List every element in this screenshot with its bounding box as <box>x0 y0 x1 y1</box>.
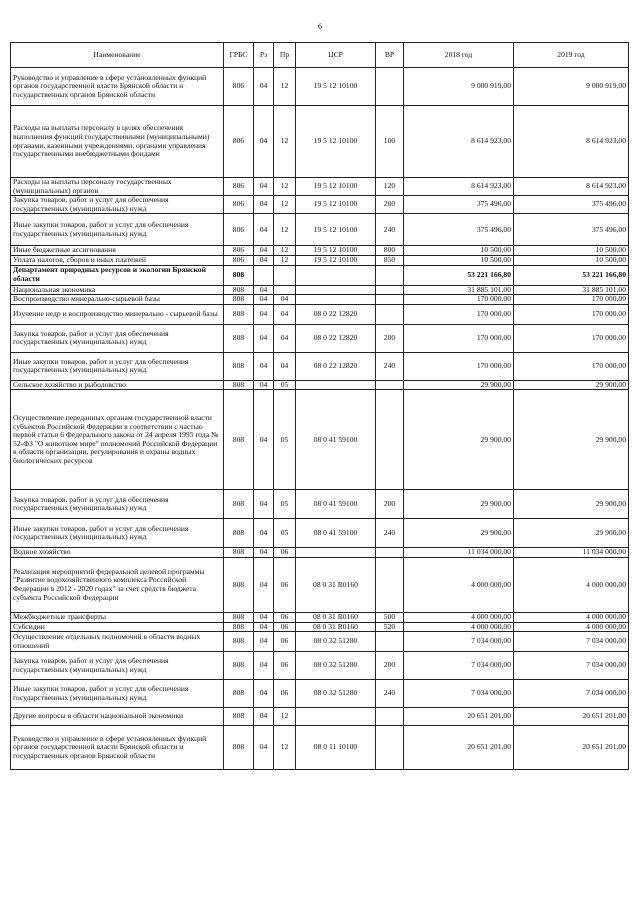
cell-vr: 200 <box>376 196 404 214</box>
table-row <box>11 632 629 652</box>
cell-2018: 29 900,00 <box>404 519 514 548</box>
cell-grbs: 808 <box>224 265 254 285</box>
cell-rz: 04 <box>254 255 274 265</box>
header-pr: Пр <box>274 43 296 68</box>
cell-name: Иные закупки товаров, работ и услуг для обеспечения государственных (муниципальных) нужд <box>11 680 224 708</box>
table-body <box>11 68 629 770</box>
cell-2019: 9 000 919,00 <box>514 68 629 106</box>
cell-csr <box>296 295 376 305</box>
cell-2019: 29 900,00 <box>514 519 629 548</box>
table-row <box>11 265 629 285</box>
cell-2018: 375 496,00 <box>404 214 514 246</box>
cell-2019: 7 034 000,00 <box>514 632 629 652</box>
cell-2018: 7 034 000,00 <box>404 632 514 652</box>
header-2018: 2018 год <box>404 43 514 68</box>
cell-name: Другие вопросы в области национальной экономики <box>11 708 224 726</box>
cell-pr: 06 <box>274 652 296 680</box>
cell-grbs: 806 <box>224 68 254 106</box>
cell-name: Изучение недр и воспроизводство минерально - сырьевой базы <box>11 304 224 324</box>
cell-grbs: 806 <box>224 196 254 214</box>
cell-pr: 04 <box>274 304 296 324</box>
table-row <box>11 652 629 680</box>
cell-grbs: 808 <box>224 680 254 708</box>
cell-name: Уплата налогов, сборов и иных платежей <box>11 255 224 265</box>
cell-name: Департамент природных ресурсов и экологии Брянской области <box>11 265 224 285</box>
cell-pr: 12 <box>274 246 296 256</box>
cell-name: Осуществление отдельных полномочий в области водных отношений <box>11 632 224 652</box>
cell-vr: 200 <box>376 324 404 352</box>
cell-grbs: 808 <box>224 304 254 324</box>
cell-2019: 8 614 923,00 <box>514 106 629 178</box>
cell-name: Реализация мероприятий федеральной целевой программы "Развитие водохозяйственного комплекса Российской Федерации в 2012 - 2020 годах" за счет средств бюджета субъекта Российской Федерации <box>11 557 224 612</box>
cell-rz: 04 <box>254 632 274 652</box>
table-row <box>11 214 629 246</box>
cell-vr: 100 <box>376 106 404 178</box>
table-row <box>11 490 629 519</box>
table-row <box>11 246 629 256</box>
cell-rz: 04 <box>254 490 274 519</box>
cell-csr: 19 5 12 10100 <box>296 178 376 196</box>
header-row <box>11 43 629 68</box>
cell-grbs: 808 <box>224 548 254 558</box>
cell-2019: 170 000,00 <box>514 324 629 352</box>
table-row <box>11 622 629 632</box>
cell-grbs: 808 <box>224 352 254 380</box>
cell-grbs: 808 <box>224 285 254 295</box>
cell-csr: 08 0 41 59100 <box>296 519 376 548</box>
cell-pr: 04 <box>274 324 296 352</box>
cell-vr: 240 <box>376 519 404 548</box>
cell-2018: 20 651 201,00 <box>404 708 514 726</box>
cell-rz: 04 <box>254 324 274 352</box>
cell-2019: 8 614 923,00 <box>514 178 629 196</box>
cell-csr: 08 0 22 12820 <box>296 352 376 380</box>
cell-name: Закупка товаров, работ и услуг для обеспечения государственных (муниципальных) нужд <box>11 652 224 680</box>
cell-2019: 375 496,00 <box>514 196 629 214</box>
table-row <box>11 390 629 490</box>
cell-2019: 4 000 000,00 <box>514 612 629 622</box>
cell-pr: 12 <box>274 196 296 214</box>
cell-csr <box>296 285 376 295</box>
cell-pr: 06 <box>274 557 296 612</box>
cell-name: Водное хозяйство <box>11 548 224 558</box>
cell-pr <box>274 265 296 285</box>
cell-csr <box>296 548 376 558</box>
cell-pr <box>274 285 296 295</box>
cell-csr: 08 0 32 51280 <box>296 652 376 680</box>
cell-name: Воспроизводство минерально-сырьевой базы <box>11 295 224 305</box>
cell-csr <box>296 708 376 726</box>
cell-vr <box>376 265 404 285</box>
cell-rz: 04 <box>254 106 274 178</box>
cell-rz: 04 <box>254 295 274 305</box>
cell-csr: 19 5 12 10100 <box>296 214 376 246</box>
cell-pr: 05 <box>274 490 296 519</box>
cell-grbs: 808 <box>224 726 254 770</box>
table-row <box>11 380 629 390</box>
table-row <box>11 106 629 178</box>
cell-grbs: 806 <box>224 255 254 265</box>
cell-csr: 08 0 11 10100 <box>296 726 376 770</box>
table-row <box>11 196 629 214</box>
cell-2019: 4 000 000,00 <box>514 557 629 612</box>
cell-rz: 04 <box>254 285 274 295</box>
cell-pr: 04 <box>274 352 296 380</box>
cell-csr: 08 0 32 51280 <box>296 680 376 708</box>
cell-2019: 31 885 101,00 <box>514 285 629 295</box>
cell-grbs: 808 <box>224 622 254 632</box>
cell-name: Осуществление переданных органам государственной власти субъектов Российской Федерации в соответствии с частью первой статьи 6 Федерального закона от 24 апреля 1995 года № 52-ФЗ "О животном мире" полномочий Российской Федерации в области организации, регулирования и охраны водных биологических ресурсов <box>11 390 224 490</box>
cell-pr: 06 <box>274 548 296 558</box>
cell-2019: 7 034 000,00 <box>514 652 629 680</box>
cell-grbs: 808 <box>224 557 254 612</box>
cell-csr: 19 5 12 10100 <box>296 246 376 256</box>
cell-pr: 05 <box>274 390 296 490</box>
cell-2019: 10 500,00 <box>514 255 629 265</box>
cell-2019: 29 900,00 <box>514 390 629 490</box>
cell-name: Расходы на выплаты персоналу государственных (муниципальных) органов <box>11 178 224 196</box>
cell-name: Иные закупки товаров, работ и услуг для обеспечения государственных (муниципальных) нужд <box>11 352 224 380</box>
cell-2019: 29 900,00 <box>514 380 629 390</box>
cell-name: Руководство и управление в сфере установленных функций органов государственной власти Брянской области и государственных органов Брянской области <box>11 68 224 106</box>
cell-csr <box>296 265 376 285</box>
cell-2018: 7 034 000,00 <box>404 680 514 708</box>
page-number: 6 <box>318 22 322 31</box>
cell-rz: 04 <box>254 380 274 390</box>
cell-vr: 240 <box>376 214 404 246</box>
cell-rz <box>254 265 274 285</box>
cell-name: Иные закупки товаров, работ и услуг для обеспечения государственных (муниципальных) нужд <box>11 519 224 548</box>
table-row <box>11 519 629 548</box>
cell-grbs: 808 <box>224 652 254 680</box>
cell-csr: 08 0 41 59100 <box>296 390 376 490</box>
cell-pr: 04 <box>274 295 296 305</box>
cell-rz: 04 <box>254 390 274 490</box>
cell-rz: 04 <box>254 680 274 708</box>
cell-2019: 20 651 201,00 <box>514 726 629 770</box>
header-csr: ЦСР <box>296 43 376 68</box>
cell-2019: 375 496,00 <box>514 214 629 246</box>
cell-grbs: 808 <box>224 519 254 548</box>
cell-vr <box>376 285 404 295</box>
cell-vr <box>376 295 404 305</box>
cell-pr: 05 <box>274 519 296 548</box>
cell-grbs: 808 <box>224 324 254 352</box>
budget-table <box>10 42 629 770</box>
cell-2019: 170 000,00 <box>514 352 629 380</box>
cell-name: Закупка товаров, работ и услуг для обеспечения государственных (муниципальных) нужд <box>11 490 224 519</box>
cell-2019: 4 000 000,00 <box>514 622 629 632</box>
cell-2019: 170 000,00 <box>514 295 629 305</box>
cell-pr: 06 <box>274 680 296 708</box>
cell-rz: 04 <box>254 196 274 214</box>
cell-vr <box>376 304 404 324</box>
cell-2019: 170 000,00 <box>514 304 629 324</box>
table-row <box>11 295 629 305</box>
cell-vr <box>376 708 404 726</box>
cell-grbs: 806 <box>224 214 254 246</box>
cell-rz: 04 <box>254 652 274 680</box>
cell-2018: 29 900,00 <box>404 490 514 519</box>
cell-grbs: 808 <box>224 390 254 490</box>
cell-vr: 520 <box>376 622 404 632</box>
cell-rz: 04 <box>254 548 274 558</box>
table-header <box>11 43 629 68</box>
cell-grbs: 808 <box>224 490 254 519</box>
cell-csr: 08 0 22 12820 <box>296 304 376 324</box>
cell-2019: 11 034 000,00 <box>514 548 629 558</box>
cell-2019: 7 034 000,00 <box>514 680 629 708</box>
cell-pr: 12 <box>274 214 296 246</box>
header-2019: 2019 год <box>514 43 629 68</box>
table-row <box>11 178 629 196</box>
cell-grbs: 808 <box>224 612 254 622</box>
cell-csr: 08 0 22 12820 <box>296 324 376 352</box>
table-row <box>11 324 629 352</box>
cell-rz: 04 <box>254 612 274 622</box>
cell-grbs: 806 <box>224 178 254 196</box>
cell-2018: 4 000 000,00 <box>404 622 514 632</box>
cell-pr: 12 <box>274 255 296 265</box>
cell-2018: 8 614 923,00 <box>404 178 514 196</box>
cell-pr: 06 <box>274 612 296 622</box>
cell-csr <box>296 380 376 390</box>
cell-vr <box>376 390 404 490</box>
cell-name: Закупка товаров, работ и услуг для обеспечения государственных (муниципальных) нужд <box>11 324 224 352</box>
cell-vr: 500 <box>376 612 404 622</box>
cell-rz: 04 <box>254 68 274 106</box>
table-row <box>11 557 629 612</box>
cell-pr: 12 <box>274 68 296 106</box>
cell-grbs: 808 <box>224 295 254 305</box>
cell-2018: 7 034 000,00 <box>404 652 514 680</box>
cell-csr: 08 0 31 R0160 <box>296 612 376 622</box>
cell-rz: 04 <box>254 622 274 632</box>
cell-2018: 11 034 000,00 <box>404 548 514 558</box>
cell-rz: 04 <box>254 708 274 726</box>
cell-vr <box>376 632 404 652</box>
cell-pr: 12 <box>274 708 296 726</box>
cell-vr: 200 <box>376 652 404 680</box>
cell-csr: 19 5 12 10100 <box>296 68 376 106</box>
cell-vr: 240 <box>376 352 404 380</box>
cell-name: Иные закупки товаров, работ и услуг для обеспечения государственных (муниципальных) нужд <box>11 214 224 246</box>
cell-rz: 04 <box>254 304 274 324</box>
header-vr: ВР <box>376 43 404 68</box>
cell-csr: 08 0 32 51280 <box>296 632 376 652</box>
cell-2018: 10 500,00 <box>404 246 514 256</box>
cell-pr: 06 <box>274 632 296 652</box>
cell-2019: 20 651 201,00 <box>514 708 629 726</box>
cell-csr: 19 5 12 10100 <box>296 106 376 178</box>
cell-2019: 29 900,00 <box>514 490 629 519</box>
cell-vr: 120 <box>376 178 404 196</box>
cell-2018: 170 000,00 <box>404 295 514 305</box>
cell-pr: 12 <box>274 726 296 770</box>
cell-grbs: 806 <box>224 106 254 178</box>
cell-vr <box>376 557 404 612</box>
cell-vr: 200 <box>376 490 404 519</box>
cell-pr: 12 <box>274 178 296 196</box>
cell-grbs: 808 <box>224 632 254 652</box>
cell-rz: 04 <box>254 178 274 196</box>
cell-2018: 9 000 919,00 <box>404 68 514 106</box>
table-row <box>11 285 629 295</box>
cell-pr: 06 <box>274 622 296 632</box>
cell-2018: 375 496,00 <box>404 196 514 214</box>
cell-2018: 170 000,00 <box>404 352 514 380</box>
cell-2019: 53 221 166,80 <box>514 265 629 285</box>
cell-vr <box>376 68 404 106</box>
cell-name: Руководство и управление в сфере установленных функций органов государственной власти Брянской области и государственных органов Брянской области <box>11 726 224 770</box>
cell-grbs: 806 <box>224 246 254 256</box>
table-row <box>11 680 629 708</box>
header-name: Наименование <box>11 43 224 68</box>
table-row <box>11 726 629 770</box>
cell-name: Расходы на выплаты персоналу в целях обеспечения выполнения функций государственными (муниципальными) органами, казенными учреждениями, органами управления государственными внебюджетными фондами <box>11 106 224 178</box>
cell-2018: 8 614 923,00 <box>404 106 514 178</box>
cell-2018: 29 900,00 <box>404 390 514 490</box>
table-row <box>11 352 629 380</box>
cell-csr: 19 5 12 10100 <box>296 196 376 214</box>
table-row <box>11 548 629 558</box>
cell-2018: 31 885 101,00 <box>404 285 514 295</box>
cell-2018: 10 500,00 <box>404 255 514 265</box>
cell-name: Национальная экономика <box>11 285 224 295</box>
cell-vr: 850 <box>376 255 404 265</box>
table-row <box>11 708 629 726</box>
cell-2018: 20 651 201,00 <box>404 726 514 770</box>
cell-csr: 19 5 12 10100 <box>296 255 376 265</box>
cell-name: Закупка товаров, работ и услуг для обеспечения государственных (муниципальных) нужд <box>11 196 224 214</box>
table-row <box>11 304 629 324</box>
cell-2019: 10 500,00 <box>514 246 629 256</box>
cell-rz: 04 <box>254 519 274 548</box>
cell-vr <box>376 380 404 390</box>
cell-rz: 04 <box>254 557 274 612</box>
cell-2018: 4 000 000,00 <box>404 612 514 622</box>
cell-vr: 240 <box>376 680 404 708</box>
cell-rz: 04 <box>254 726 274 770</box>
cell-csr: 08 0 31 R0160 <box>296 622 376 632</box>
header-grbs: ГРБС <box>224 43 254 68</box>
cell-2018: 53 221 166,80 <box>404 265 514 285</box>
cell-2018: 29 900,00 <box>404 380 514 390</box>
cell-pr: 05 <box>274 380 296 390</box>
cell-csr: 08 0 31 R0160 <box>296 557 376 612</box>
cell-name: Субсидии <box>11 622 224 632</box>
cell-name: Межбюджетные трансферты <box>11 612 224 622</box>
cell-pr: 12 <box>274 106 296 178</box>
cell-csr: 08 0 41 59100 <box>296 490 376 519</box>
cell-name: Сельское хозяйство и рыболовство <box>11 380 224 390</box>
cell-vr <box>376 548 404 558</box>
cell-rz: 04 <box>254 246 274 256</box>
cell-vr <box>376 726 404 770</box>
table-row <box>11 68 629 106</box>
table-row <box>11 612 629 622</box>
cell-grbs: 808 <box>224 380 254 390</box>
cell-name: Иные бюджетные ассигнования <box>11 246 224 256</box>
cell-2018: 170 000,00 <box>404 304 514 324</box>
cell-2018: 170 000,00 <box>404 324 514 352</box>
cell-rz: 04 <box>254 352 274 380</box>
cell-rz: 04 <box>254 214 274 246</box>
header-rz: Рз <box>254 43 274 68</box>
table-row <box>11 255 629 265</box>
cell-2018: 4 000 000,00 <box>404 557 514 612</box>
cell-vr: 800 <box>376 246 404 256</box>
cell-grbs: 808 <box>224 708 254 726</box>
